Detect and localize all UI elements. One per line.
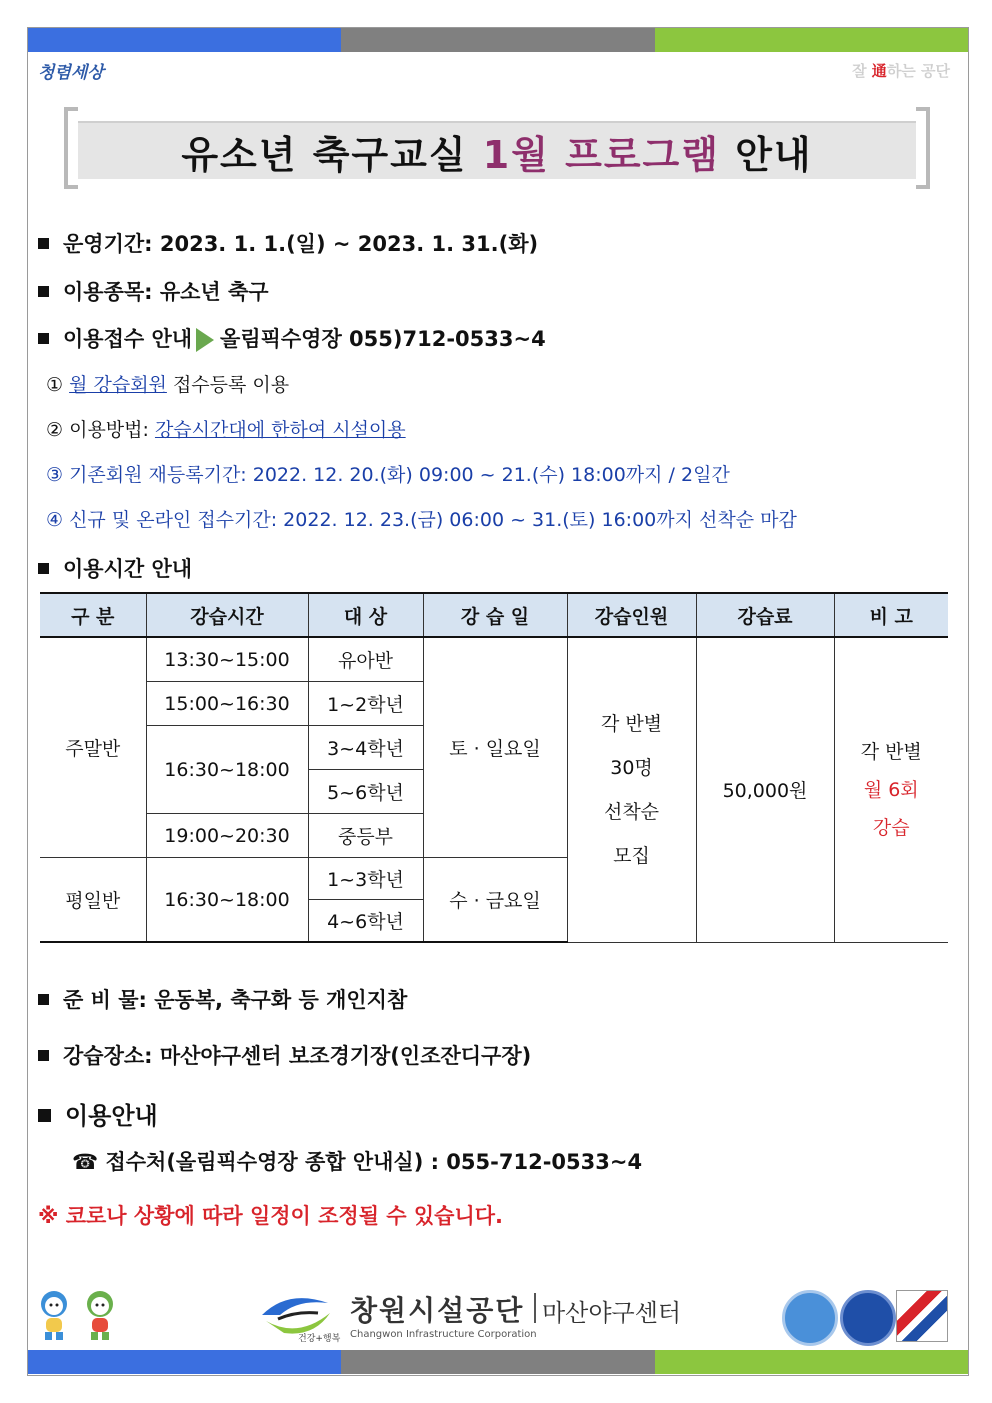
schedule-table [40, 592, 948, 943]
contact-line: ☎ 접수처(올림픽수영장 종합 안내실) : 055-712-0533~4 [72, 1150, 643, 1174]
capacity-cell: 각 반별 30명 선착순 모집 [567, 637, 696, 942]
slogan-logo: 잘 通하는 공단 [852, 62, 950, 80]
table-header: 강습시간 [146, 593, 308, 637]
certification-badge-icon [896, 1290, 948, 1342]
table-header: 강습인원 [567, 593, 696, 637]
days-cell: 토 · 일요일 [423, 637, 567, 858]
target-cell: 4~6학년 [308, 900, 423, 943]
usage-item-3: ③ 기존회원 재등록기간: 2022. 12. 20.(화) 09:00 ~ 21.(수) 18:00까지 / 2일간 [46, 464, 730, 486]
table-header: 강습료 [696, 593, 834, 637]
class-type-cell: 평일반 [40, 858, 146, 943]
table-header: 강 습 일 [423, 593, 567, 637]
guide-heading: 이용안내 [38, 1096, 158, 1131]
table-header-row [40, 593, 948, 637]
fee-cell: 50,000원 [696, 637, 834, 942]
time-cell: 19:00~20:30 [146, 814, 308, 858]
target-cell: 1~3학년 [308, 858, 423, 900]
integrity-logo: 청렴세상 [38, 63, 104, 83]
target-cell: 1~2학년 [308, 682, 423, 726]
table-header: 대 상 [308, 593, 423, 637]
arrow-right-icon [196, 328, 214, 352]
usage-item-1: ① 월 강습회원 접수등록 이용 [46, 374, 290, 396]
period-line: 운영기간: 2023. 1. 1.(일) ~ 2023. 1. 31.(화) [38, 228, 538, 258]
table-header: 비 고 [834, 593, 948, 637]
time-cell: 15:00~16:30 [146, 682, 308, 726]
target-cell: 5~6학년 [308, 770, 423, 814]
sport-line: 이용종목: 유소년 축구 [38, 276, 269, 306]
target-cell: 3~4학년 [308, 726, 423, 770]
reception-line: 이용접수 안내 올림픽수영장 055)712-0533~4 [38, 323, 546, 353]
corporation-logo: 건강+행복 창원시설공단 마산야구센터 Changwon Infrastructure Corporation [258, 1285, 688, 1345]
page-title: 유소년 축구교실 1월 프로그램 안내 [78, 121, 916, 179]
place-line: 강습장소: 마산야구센터 보조경기장(인조잔디구장) [38, 1040, 531, 1070]
time-cell: 13:30~15:00 [146, 637, 308, 682]
top-color-bar [28, 28, 968, 52]
time-heading: 이용시간 안내 [38, 553, 192, 583]
mascot-icon [82, 1288, 118, 1342]
title-box [64, 107, 930, 189]
table-row [40, 637, 948, 682]
usage-item-4: ④ 신규 및 온라인 접수기간: 2022. 12. 23.(금) 06:00 ~ 31.(토) 16:00까지 선착순 마감 [46, 509, 797, 531]
facility-usage-link[interactable]: 강습시간대에 한하여 시설이용 [154, 419, 406, 441]
note-cell: 각 반별 월 6회 강습 [834, 637, 948, 942]
target-cell: 유아반 [308, 637, 423, 682]
supplies-line: 준 비 물: 운동복, 축구화 등 개인지참 [38, 984, 407, 1014]
bottom-color-bar [28, 1350, 968, 1374]
usage-item-2: ② 이용방법: 강습시간대에 한하여 시설이용 [46, 419, 406, 441]
time-cell: 16:30~18:00 [146, 858, 308, 943]
days-cell: 수 · 금요일 [423, 858, 567, 943]
time-cell: 16:30~18:00 [146, 726, 308, 814]
consumer-badge-icon [782, 1290, 838, 1346]
table-header: 구 분 [40, 593, 146, 637]
class-type-cell: 주말반 [40, 637, 146, 858]
human-rights-badge-icon [840, 1290, 896, 1346]
mascot-icon [36, 1288, 72, 1342]
monthly-member-link[interactable]: 월 강습회원 [69, 374, 167, 396]
covid-notice: ※ 코로나 상황에 따라 일정이 조정될 수 있습니다. [38, 1204, 504, 1228]
target-cell: 중등부 [308, 814, 423, 858]
